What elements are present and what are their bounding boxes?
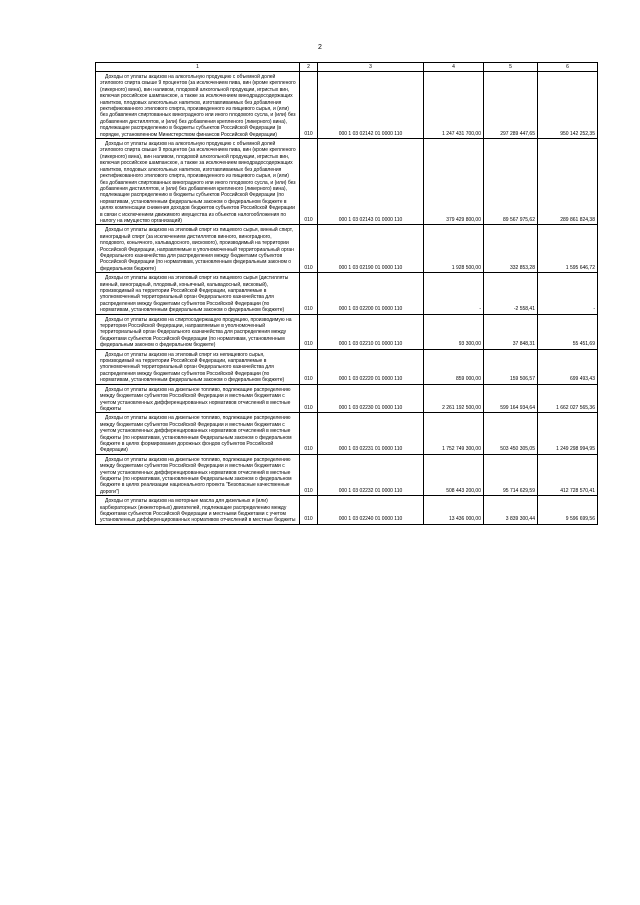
row-executed: 95 714 629,59 — [484, 454, 538, 495]
row-code: 010 — [300, 496, 318, 525]
row-kbk: 000 1 03 02210 01 0000 110 — [318, 314, 424, 349]
table-row — [96, 384, 598, 413]
row-kbk: 000 1 03 02142 01 0000 110 — [318, 72, 424, 139]
row-remaining: - — [538, 273, 598, 314]
header-col-3: 3 — [318, 63, 424, 72]
row-code: 010 — [300, 273, 318, 314]
row-approved: 2 261 192 500,00 — [424, 384, 484, 413]
row-executed: 159 506,57 — [484, 349, 538, 384]
row-executed: 89 567 975,62 — [484, 139, 538, 225]
row-kbk: 000 1 03 02220 01 0000 110 — [318, 349, 424, 384]
row-code: 010 — [300, 349, 318, 384]
row-approved: 1 928 500,00 — [424, 225, 484, 273]
row-approved: 1 247 431 700,00 — [424, 72, 484, 139]
row-remaining: 9 596 699,56 — [538, 496, 598, 525]
row-executed: -2 558,41 — [484, 273, 538, 314]
header-col-6: 6 — [538, 63, 598, 72]
row-executed: 37 848,31 — [484, 314, 538, 349]
table-row — [96, 496, 598, 525]
row-kbk: 000 1 03 02240 01 0000 110 — [318, 496, 424, 525]
row-description: Доходы от уплаты акцизов на дизельное топливо, подлежащие распределению между бюджетами субъектов Российской Федерации и местными бюджетами с учетом установленных дифференцированных нормативов отчислений в местные бюджеты (по нормативам, установленным Федеральным законом о федеральном бюджете в целях формирования дорожных фондов субъектов Российской Федерации) — [96, 413, 300, 454]
row-remaining: 1 595 646,72 — [538, 225, 598, 273]
row-kbk: 000 1 03 02231 01 0000 110 — [318, 413, 424, 454]
table-row — [96, 314, 598, 349]
row-remaining: 1 249 298 994,95 — [538, 413, 598, 454]
table-row — [96, 349, 598, 384]
header-col-1: 1 — [96, 63, 300, 72]
row-approved: - — [424, 273, 484, 314]
table-row — [96, 413, 598, 454]
row-executed: 503 450 305,05 — [484, 413, 538, 454]
header-col-4: 4 — [424, 63, 484, 72]
row-description: Доходы от уплаты акцизов на этиловый спирт из непищевого сырья, производимый на территории Российской Федерации, направляемые в уполномоченный территориальный орган Федерального казначейства для распределения между бюджетами субъектов Российской Федерации (по нормативам, установленным федеральным законом о федеральном бюджете) — [96, 349, 300, 384]
row-approved: 93 300,00 — [424, 314, 484, 349]
row-approved: 1 752 749 300,00 — [424, 413, 484, 454]
row-description: Доходы от уплаты акцизов на алкогольную продукцию с объемной долей этилового спирта свыше 9 процентов (за исключением пива, вин (кроме крепленого (ликерного) вина), вин наливом, плодовой алкогольной продукции, игристых вин, включая российское шампанское, а также за исключением винодрадосодержащих напитков, плодовых алкогольных напитков, изготавливаемых без добавления ректификованного этилового спирта, произведенного из пищевого сырья, и (или) без добавления спиртованных виноградного или иного плодового сусла, и (или) без добавления дистиллятов, и (или) без добавления крепленого (ликерного) вина), подлежащие распределению в бюджеты субъектов Российской Федерации (в порядке, установленном Министерством финансов Российской Федерации) — [96, 72, 300, 139]
row-remaining: 950 142 252,35 — [538, 72, 598, 139]
row-remaining: 412 728 570,41 — [538, 454, 598, 495]
row-executed: 332 853,28 — [484, 225, 538, 273]
header-col-5: 5 — [484, 63, 538, 72]
row-code: 010 — [300, 225, 318, 273]
header-row — [96, 63, 598, 72]
row-description: Доходы от уплаты акцизов на дизельное топливо, подлежащие распределению между бюджетами субъектов Российской Федерации и местными бюджетами с учетом установленных дифференцированных нормативов отчислений в местные бюджеты — [96, 384, 300, 413]
revenue-table — [95, 62, 598, 525]
table-row — [96, 72, 598, 139]
row-description: Доходы от уплаты акцизов на этиловый спирт из пищевого сырья, винный спирт, виноградный спирт (за исключением дистиллятов винного, виноградного, плодового, коньячного, кальвадосного, вискового), производимый на территории Российской Федерации, направляемые в уполномоченный территориальный орган Федерального казначейства для распределения между бюджетами субъектов Российской Федерации (по нормативам, установленным федеральным законом о федеральном бюджете) — [96, 225, 300, 273]
row-code: 010 — [300, 384, 318, 413]
row-code: 010 — [300, 314, 318, 349]
table-row — [96, 454, 598, 495]
row-approved: 859 000,00 — [424, 349, 484, 384]
row-remaining: 55 451,69 — [538, 314, 598, 349]
row-remaining: 699 493,43 — [538, 349, 598, 384]
row-approved: 13 436 000,00 — [424, 496, 484, 525]
row-remaining: 1 662 027 565,36 — [538, 384, 598, 413]
row-executed: 3 839 300,44 — [484, 496, 538, 525]
row-code: 010 — [300, 72, 318, 139]
row-description: Доходы от уплаты акцизов на дизельное топливо, подлежащие распределению между бюджетами субъектов Российской Федерации и местными бюджетами с учетом установленных дифференцированных нормативов отчислений в местные бюджеты (по нормативам, установленным Федеральным законом о федеральном бюджете в целях реализации национального проекта "Безопасные качественные дороги") — [96, 454, 300, 495]
row-kbk: 000 1 03 02143 01 0000 110 — [318, 139, 424, 225]
row-code: 010 — [300, 413, 318, 454]
row-kbk: 000 1 03 02200 01 0000 110 — [318, 273, 424, 314]
header-col-2: 2 — [300, 63, 318, 72]
row-executed: 297 289 447,65 — [484, 72, 538, 139]
row-kbk: 000 1 03 02190 01 0000 110 — [318, 225, 424, 273]
page-number: 2 — [318, 44, 322, 51]
row-code: 010 — [300, 454, 318, 495]
row-kbk: 000 1 03 02230 01 0000 110 — [318, 384, 424, 413]
row-approved: 379 429 800,00 — [424, 139, 484, 225]
row-executed: 599 164 934,64 — [484, 384, 538, 413]
table-row — [96, 139, 598, 225]
row-remaining: 289 861 824,38 — [538, 139, 598, 225]
row-approved: 508 443 200,00 — [424, 454, 484, 495]
row-description: Доходы от уплаты акцизов на алкогольную продукцию с объемной долей этилового спирта свыше 9 процентов (за исключением пива, вин (кроме крепленого (ликерного) вина), вин наливом, плодовой алкогольной продукции, игристых вин, включая российское шампанское, а также за исключением винодрадосодержащих напитков, плодовых алкогольных напитков, изготавливаемых без добавления ректификованного этилового спирта, произведенного из пищевого сырья, и (или) без добавления спиртованных виноградного или иного плодового сусла, и (или) без добавления дистиллятов, и (или) без добавления крепленого (ликерного) вина), подлежащие распределению в бюджеты субъектов Российской Федерации (по нормативам, установленным федеральным законом о федеральном бюджете в целях компенсации снижения доходов бюджетов субъектов Российской Федерации в связи с исключением движимого имущества из объектов налогообложения по налогу на имущество организаций) — [96, 139, 300, 225]
row-code: 010 — [300, 139, 318, 225]
row-kbk: 000 1 03 02232 01 0000 110 — [318, 454, 424, 495]
row-description: Доходы от уплаты акцизов на спиртосодержащую продукцию, производимую на территории Российской Федерации, направляемые в уполномоченный территориальный орган Федерального казначейства для распределения между бюджетами субъектов Российской Федерации (по нормативам, установленным федеральным законом о федеральном бюджете) — [96, 314, 300, 349]
table-row — [96, 225, 598, 273]
row-description: Доходы от уплаты акцизов на моторные масла для дизельных и (или) карбюраторных (инжекторных) двигателей, подлежащие распределению между бюджетами субъектов Российской Федерации и местными бюджетами с учетом установленных дифференцированных нормативов отчислений в местные бюджеты — [96, 496, 300, 525]
table-row — [96, 273, 598, 314]
row-description: Доходы от уплаты акцизов на этиловый спирт из пищевого сырья (дистилляты винный, виноградный, плодовый, коньячный, кальвадосный, висковый), производимый на территории Российской Федерации, направляемые в уполномоченный территориальный орган Федерального казначейства для распределения между бюджетами субъектов Российской Федерации (по нормативам, установленным федеральным законом о федеральном бюджете) — [96, 273, 300, 314]
